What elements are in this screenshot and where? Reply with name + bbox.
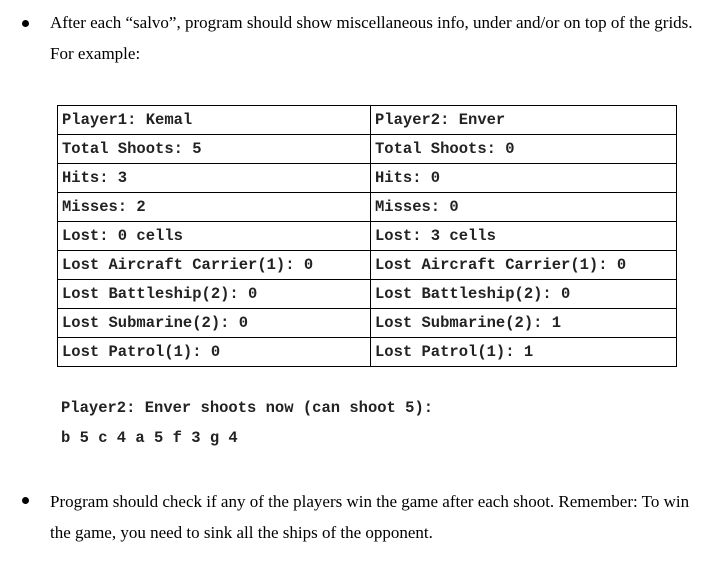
table-row xyxy=(58,251,677,280)
shoot-input-line: b 5 c 4 a 5 f 3 g 4 xyxy=(61,429,238,447)
paragraph-win-check: Program should check if any of the players win the game after each shoot. Remember: To win the game, you need to sink all the ships of the opponent. xyxy=(50,492,690,542)
player1-cell: Hits: 3 xyxy=(58,164,371,193)
player2-cell: Lost Patrol(1): 1 xyxy=(371,338,677,367)
table-row xyxy=(58,193,677,222)
table-row xyxy=(58,338,677,367)
player1-cell: Lost Aircraft Carrier(1): 0 xyxy=(58,251,371,280)
player1-cell: Lost Patrol(1): 0 xyxy=(58,338,371,367)
player2-cell: Lost: 3 cells xyxy=(371,222,677,251)
bullet-marker xyxy=(22,497,32,507)
table-row xyxy=(58,164,677,193)
player1-cell: Lost: 0 cells xyxy=(58,222,371,251)
player1-cell: Total Shoots: 5 xyxy=(58,135,371,164)
table-row xyxy=(58,106,677,135)
player2-cell: Lost Battleship(2): 0 xyxy=(371,280,677,309)
player2-cell: Lost Aircraft Carrier(1): 0 xyxy=(371,251,677,280)
player1-cell: Lost Submarine(2): 0 xyxy=(58,309,371,338)
player1-cell: Misses: 2 xyxy=(58,193,371,222)
bullet-marker xyxy=(22,20,32,30)
player2-cell: Total Shoots: 0 xyxy=(371,135,677,164)
table-row xyxy=(58,309,677,338)
table-row xyxy=(58,135,677,164)
shoot-prompt-line: Player2: Enver shoots now (can shoot 5): xyxy=(61,399,434,417)
player2-cell: Lost Submarine(2): 1 xyxy=(371,309,677,338)
player2-cell: Misses: 0 xyxy=(371,193,677,222)
player1-cell: Lost Battleship(2): 0 xyxy=(58,280,371,309)
player2-cell: Hits: 0 xyxy=(371,164,677,193)
player2-cell: Player2: Enver xyxy=(371,106,677,135)
player-stats-table xyxy=(57,105,677,367)
table-row xyxy=(58,280,677,309)
paragraph-salvo-info: After each “salvo”, program should show miscellaneous info, under and/or on top of the grids. For example: xyxy=(50,13,693,63)
player1-cell: Player1: Kemal xyxy=(58,106,371,135)
table-row xyxy=(58,222,677,251)
